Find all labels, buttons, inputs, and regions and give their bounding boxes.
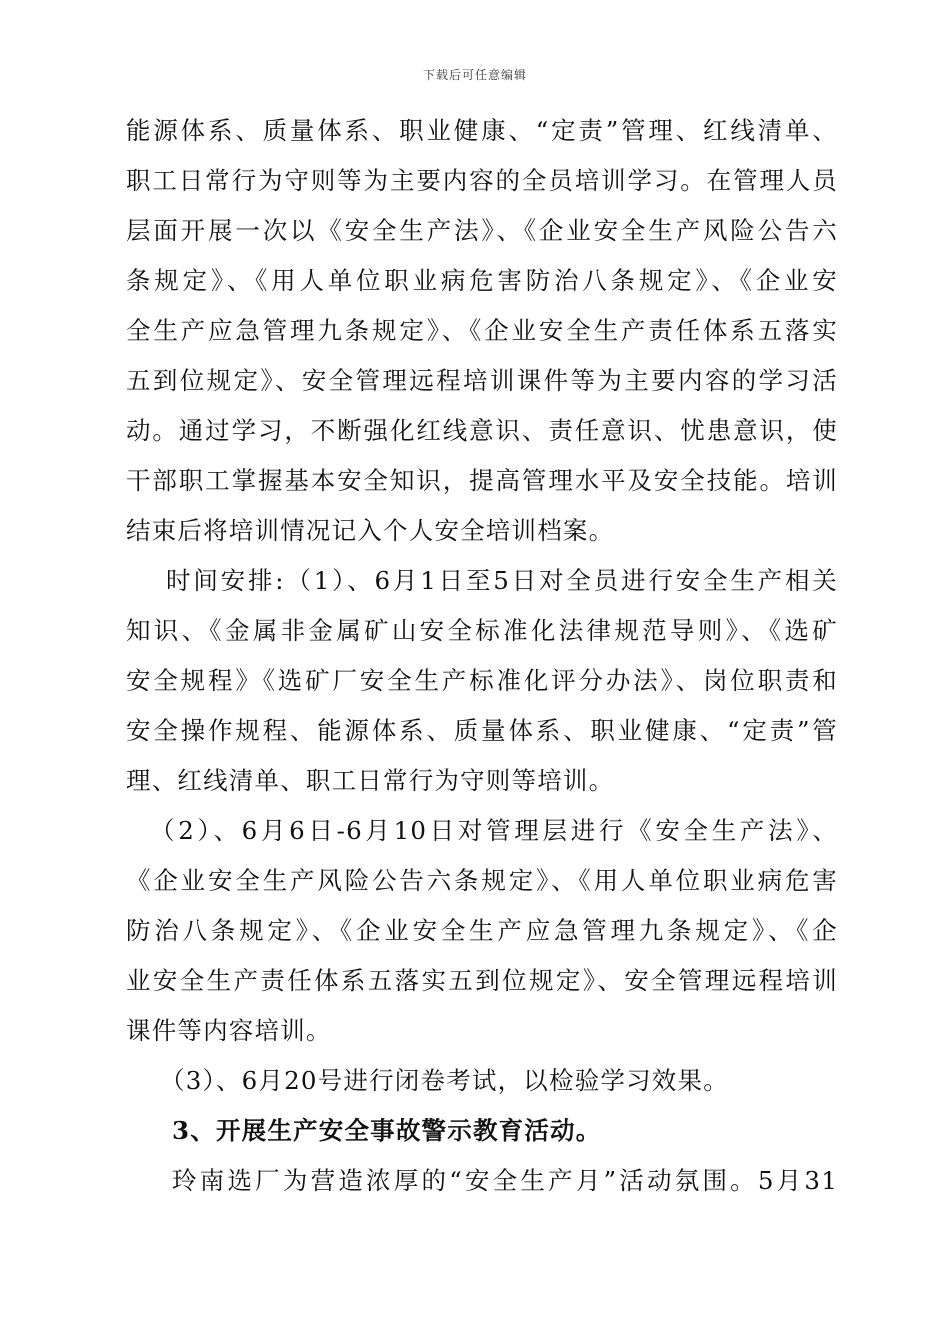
section-heading: 3、开展生产安全事故警示教育活动。 xyxy=(172,1116,602,1145)
body-line-8: 干部职工掌握基本安全知识，提高管理水平及安全技能。培训 xyxy=(126,466,838,495)
schedule-line-11: （3）、6月20号进行闭卷考试，以检验学习效果。 xyxy=(160,1066,729,1095)
schedule-line-5: 理、红线清单、职工日常行为守则等培训。 xyxy=(126,766,615,795)
body-line-4: 条规定》、《用人单位职业病危害防治八条规定》、《企业安 xyxy=(126,266,838,295)
schedule-line-3: 安全规程》《选矿厂安全生产标准化评分办法》、岗位职责和 xyxy=(126,666,838,695)
body-line-9: 结束后将培训情况记入个人安全培训档案。 xyxy=(126,516,615,545)
schedule-line-10: 课件等内容培训。 xyxy=(126,1016,332,1045)
schedule-line-9: 业安全生产责任体系五落实五到位规定》、安全管理远程培训 xyxy=(126,966,838,995)
schedule-line-7: 《企业安全生产风险公告六条规定》、《用人单位职业病危害 xyxy=(126,866,838,895)
page-header: 下载后可任意编辑 xyxy=(422,68,527,82)
body-line-final: 玲南选厂为营造浓厚的“安全生产月”活动氛围。5月31 xyxy=(172,1166,838,1195)
body-line-5: 全生产应急管理九条规定》、《企业安全生产责任体系五落实 xyxy=(126,316,838,345)
body-line-3: 层面开展一次以《安全生产法》、《企业安全生产风险公告六 xyxy=(126,216,838,245)
schedule-line-2: 知识、《金属非金属矿山安全标准化法律规范导则》、《选矿 xyxy=(126,616,838,645)
body-line-2: 职工日常行为守则等为主要内容的全员培训学习。在管理人员 xyxy=(126,166,838,195)
body-line-7: 动。通过学习，不断强化红线意识、责任意识、忧患意识，使 xyxy=(126,416,838,445)
body-line-1: 能源体系、质量体系、职业健康、“定责”管理、红线清单、 xyxy=(126,116,838,145)
schedule-line-4: 安全操作规程、能源体系、质量体系、职业健康、“定责”管 xyxy=(126,716,838,745)
schedule-line-8: 防治八条规定》、《企业安全生产应急管理九条规定》、《企 xyxy=(126,916,838,945)
body-line-6: 五到位规定》、安全管理远程培训课件等为主要内容的学习活 xyxy=(126,366,838,395)
schedule-line-6: （2）、6月6日-6月10日对管理层进行《安全生产法》、 xyxy=(150,816,838,845)
schedule-line-1: 时间安排:（1）、6月1日至5日对全员进行安全生产相关 xyxy=(166,566,838,595)
